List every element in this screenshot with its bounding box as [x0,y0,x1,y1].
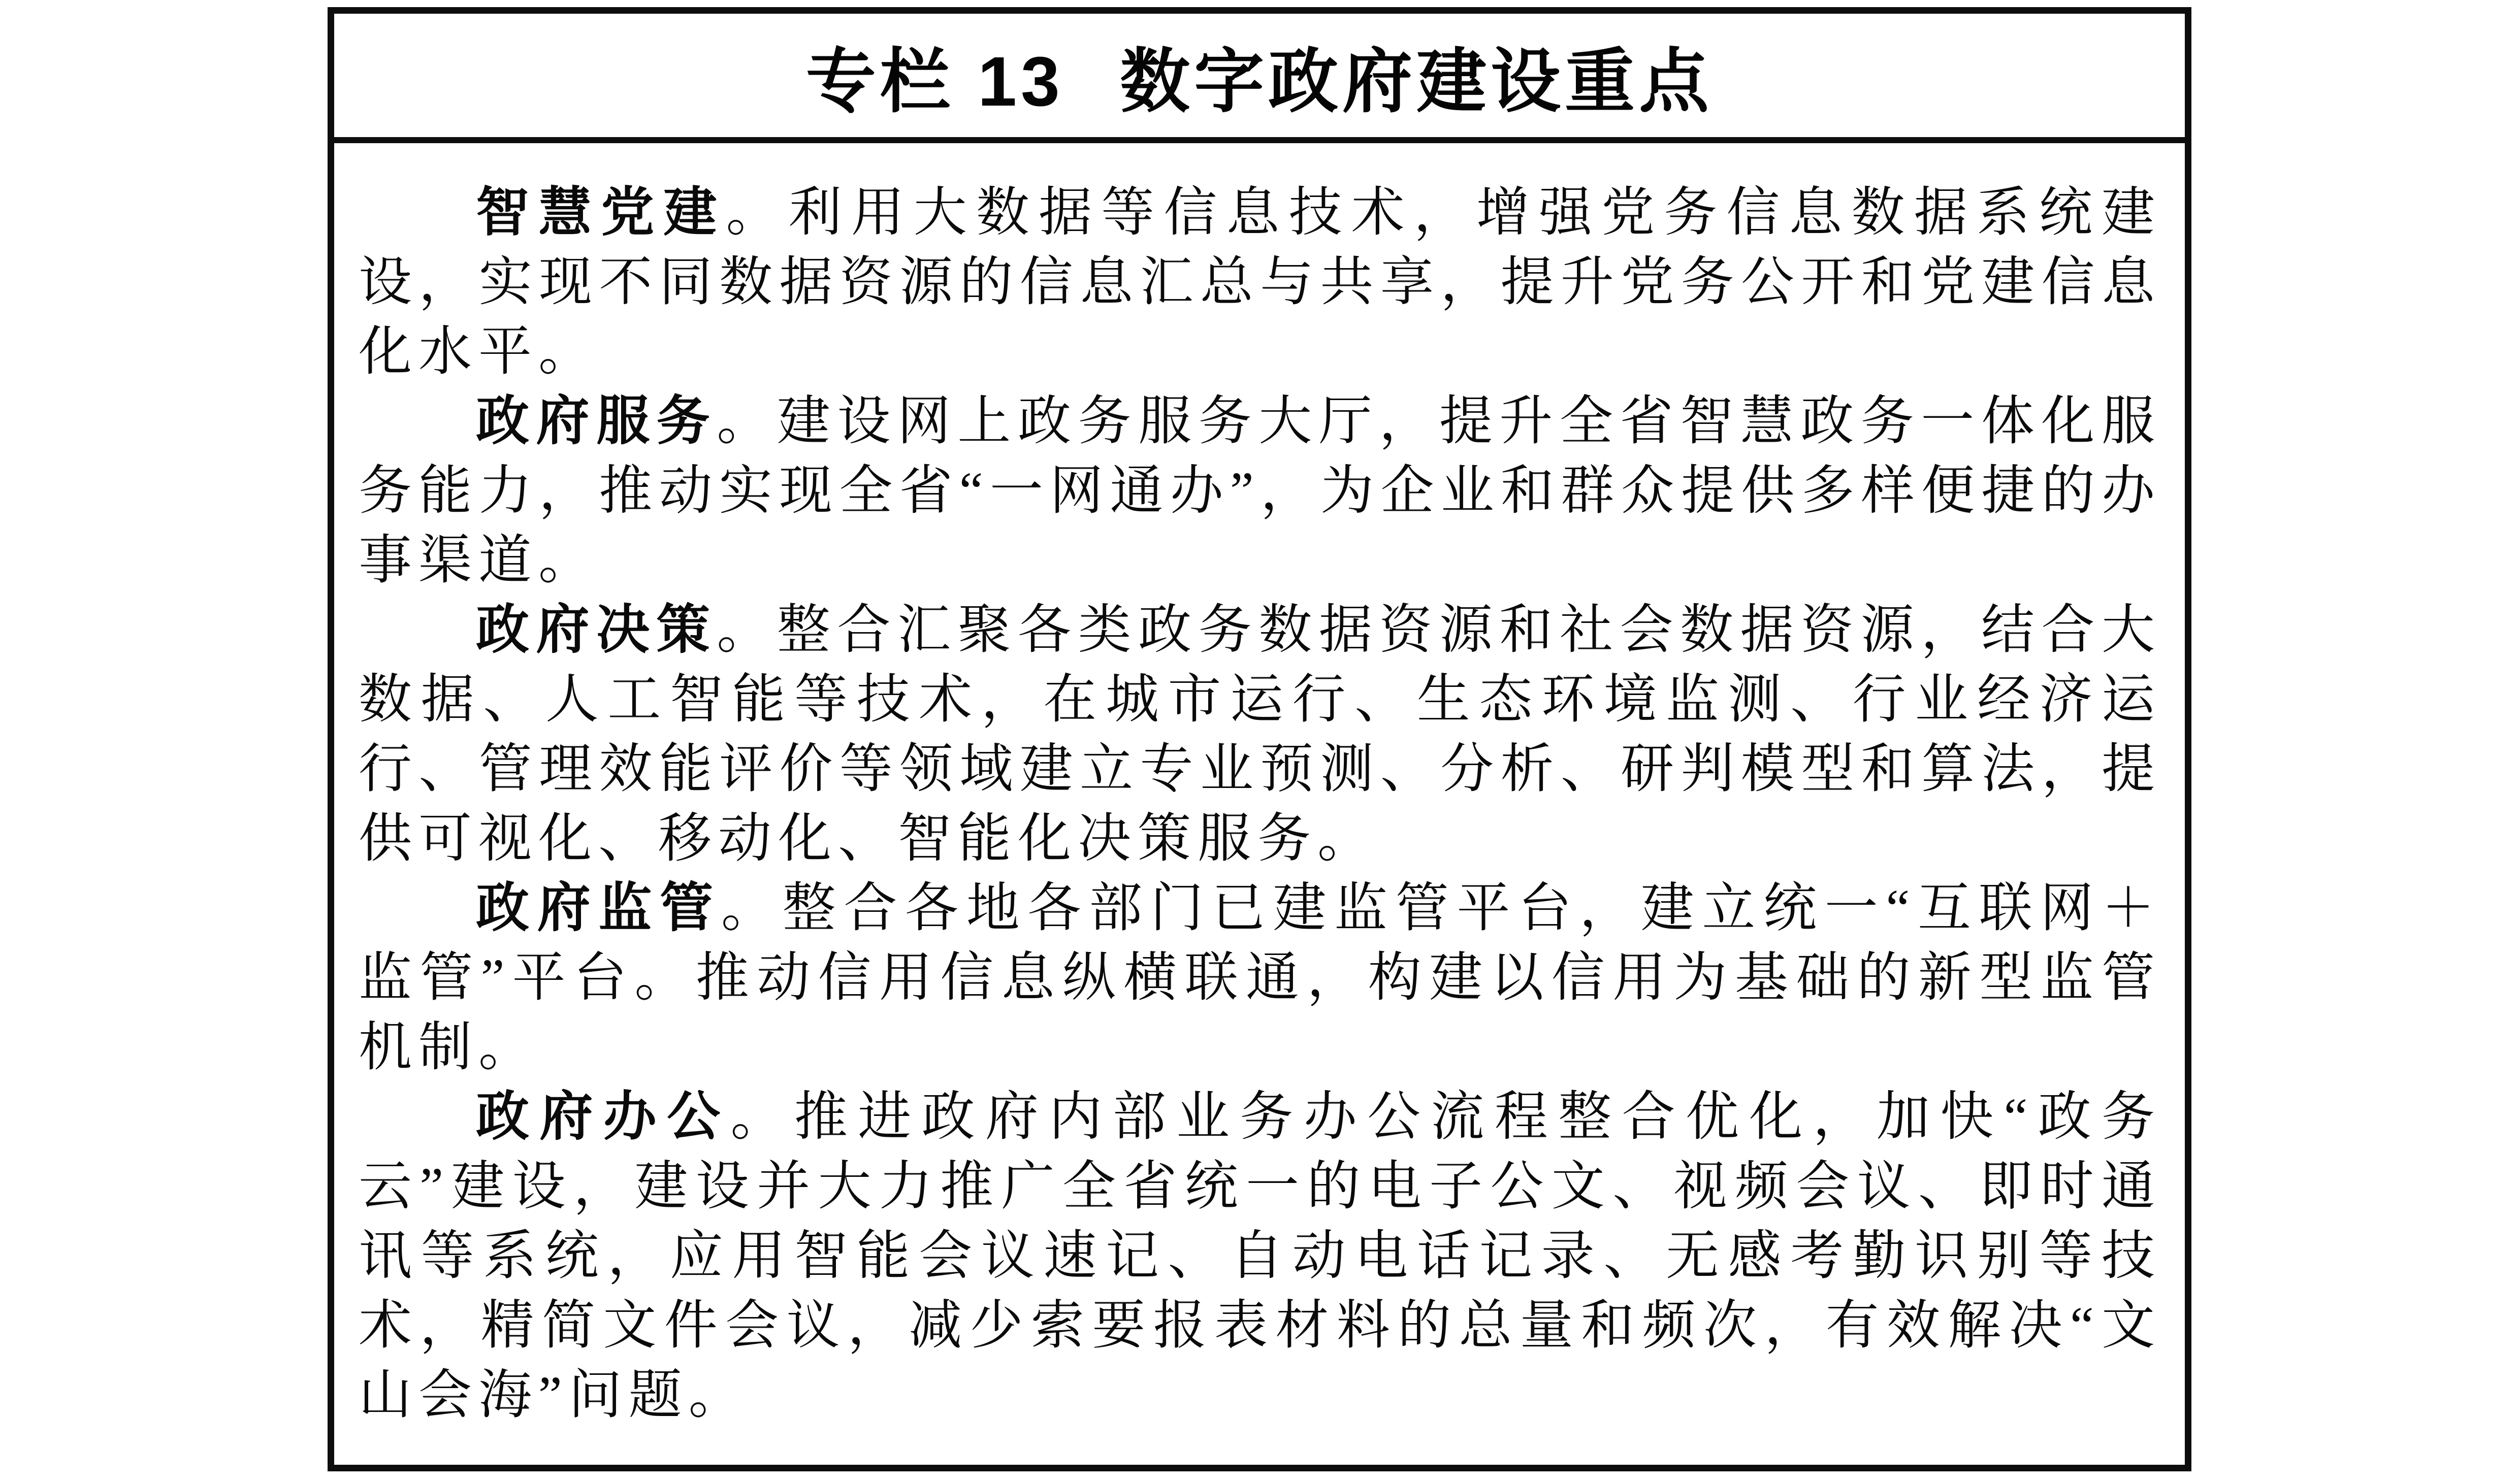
paragraph-text: 。利用大数据等信息技术，增强党务信息数据系统建设，实现不同数据资源的信息汇总与共享，提升党务公开和党建信息化水平。 [359,183,2161,381]
paragraph-lead: 政府监管 [476,878,721,938]
paragraph-text: 。推进政府内部业务办公流程整合优化，加快“政务云”建设，建设并大力推广全省统一的电子公文、视频会议、即时通讯等系统，应用智能会议速记、自动电话记录、无感考勤识别等技术，精简文件会议，减少索要报表材料的总量和频次，有效解决“文山会海”问题。 [359,1087,2161,1425]
paragraph-lead: 智慧党建 [476,183,726,242]
panel-title-bar [334,14,2185,143]
paragraph-government-decision [359,595,2161,873]
paragraph-government-supervision [359,873,2161,1082]
panel-title-prefix: 专栏 13 [805,42,1064,121]
paragraph-lead: 政府办公 [476,1087,731,1146]
page-title: 数字政府建设重点 [1120,42,1714,121]
paragraph-government-office [359,1082,2161,1430]
paragraph-government-services [359,386,2161,595]
paragraph-text: 。整合各地各部门已建监管平台，建立统一“互联网＋监管”平台。推动信用信息纵横联通，构建以信用为基础的新型监管机制。 [359,878,2161,1077]
panel-body [334,143,2185,1430]
paragraph-lead: 政府服务 [476,391,717,451]
paragraph-lead: 政府决策 [476,600,717,660]
highlight-box-panel [328,7,2191,1471]
paragraph-smart-party-building [359,178,2161,386]
paragraph-text: 。建设网上政务服务大厅，提升全省智慧政务一体化服务能力，推动实现全省“一网通办”，为企业和群众提供多样便捷的办事渠道。 [359,391,2161,590]
paragraph-text: 。整合汇聚各类政务数据资源和社会数据资源，结合大数据、人工智能等技术，在城市运行、生态环境监测、行业经济运行、管理效能评价等领域建立专业预测、分析、研判模型和算法，提供可视化、移动化、智能化决策服务。 [359,600,2161,868]
